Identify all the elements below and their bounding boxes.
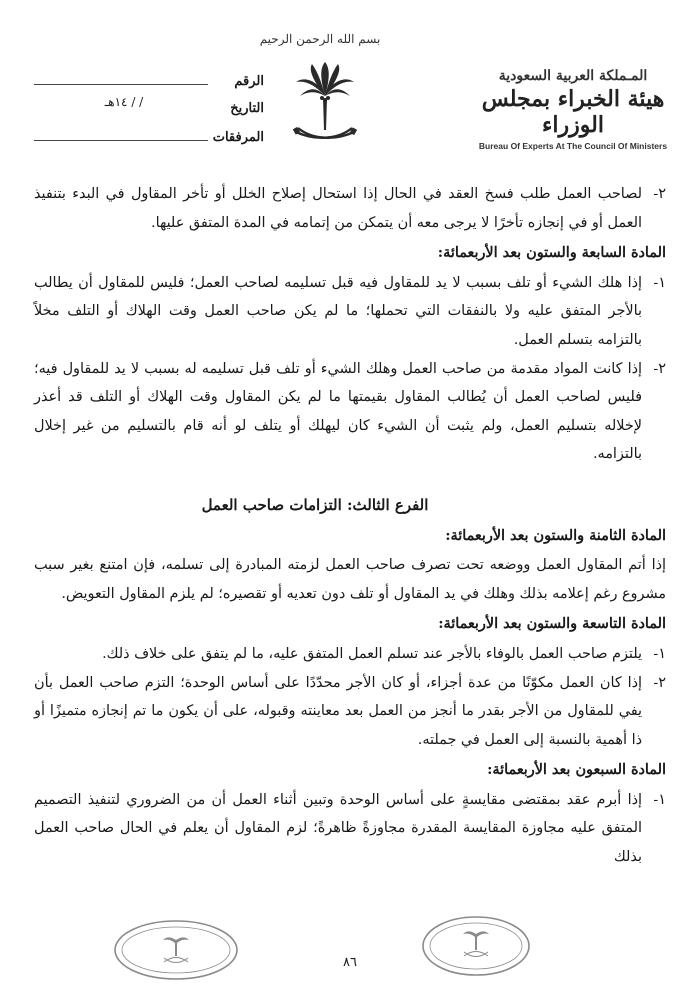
basmala: بسم الله الرحمن الرحيم (259, 32, 381, 46)
official-seal-right (420, 914, 532, 978)
saudi-emblem-icon (290, 58, 360, 148)
item-number: ٢- (653, 186, 666, 202)
article-heading-470: المادة السبعون بعد الأربعمائة: (487, 761, 666, 779)
section-title: الفرع الثالث: التزامات صاحب العمل (201, 495, 429, 514)
article-heading-468: المادة الثامنة والستون بعد الأربعمائة: (445, 526, 666, 544)
item-text: لصاحب العمل طلب فسخ العقد في الحال إذا استحال إصلاح الخلل أو تأخر المقاول في البدء بتنفيذ العمل أو في إنجازه تأخرًا لا يرجى معه أن يتمكن من إتمامه في المدة المتفق عليها. (34, 186, 642, 231)
attachments-label: المرفقات (212, 130, 264, 145)
reference-number-label: الرقم (234, 74, 264, 89)
list-item (34, 180, 666, 237)
reference-fields (34, 70, 264, 154)
list-item (34, 640, 666, 669)
item-number: ١- (653, 645, 666, 662)
page-number: ٨٦ (343, 955, 357, 970)
item-number: ١- (653, 791, 666, 808)
article-heading-467: المادة السابعة والستون بعد الأربعمائة: (437, 244, 666, 262)
attachments-row (34, 126, 264, 154)
item-text: يلتزم صاحب العمل بالوفاء بالأجر عند تسلم العمل المتفق عليه، ما لم يتفق على خلاف ذلك. (102, 645, 642, 662)
org-name-arabic: المـملكة العربية السعودية (498, 68, 648, 84)
date-value: / / ١٤هـ (104, 95, 144, 109)
date-label: التاريخ (230, 101, 264, 116)
letterhead (0, 26, 700, 166)
item-number: ١- (653, 274, 666, 291)
date-row (34, 95, 264, 126)
item-text: إذا هلك الشيء أو تلف بسبب لا يد للمقاول فيه قبل تسليمه لصاحب العمل؛ فليس للمقاول أن يطالب بالأجر المتفق عليه ولا بالنفقات التي تحملها؛ ما لم يكن صاحب العمل وقت الهلاك أو التلف مخلاً بالتزامه بتسلم العمل. (34, 274, 642, 348)
item-text: إذا كان العمل مكوّنًا من عدة أجزاء، أو كان الأجر محدّدًا على أساس الوحدة؛ التزم صاحب العمل بأن يفي للمقاول من الأجر بقدر ما أنجز من العمل بعد معاينته وقبوله، على أن يكون ما تم إنجازه متميزًا أو ذا أهمية بالنسبة إلى العمل في جملته. (34, 674, 642, 748)
org-name-english: Bureau Of Experts At The Council Of Ministers (478, 141, 668, 151)
item-text: إذا أبرم عقد بمقتضى مقايسةٍ على أساس الوحدة وتبين أثناء العمل أن من الضروري لتنفيذ التصميم المتفق عليه مجاوزة المقايسة المقدرة مجاوزةً ظاهرةً؛ لزم المقاول أن يعلم في الحال صاحب العمل بذلك (34, 791, 642, 866)
reference-number-row (34, 70, 264, 98)
list-item (34, 786, 666, 872)
list-item (34, 669, 666, 755)
item-text: إذا كانت المواد مقدمة من صاحب العمل وهلك الشيء أو تلف قبل تسليمه له بسبب لا يد للمقاول فيه؛ فليس لصاحب العمل أن يُطالب المقاول بقيمتها ما لم يكن المقاول وقت الهلاك أو التلف قد أعذر لإخلاله بتسليم العمل، ولم يثبت أن الشيء كان ليهلك أو يتلف لو أنه قام بالتسليم من غير إخلال بالتزامه. (34, 360, 642, 463)
article-paragraph: إذا أتم المقاول العمل ووضعه تحت تصرف صاحب العمل لزمته المبادرة إلى تسلمه، فإن امتنع بغير سبب مشروع رغم إعلامه بذلك وهلك في يد المقاول أو تلف دون تعديه أو تقصيره؛ لم يلزم المقاول التعويض. (34, 557, 666, 602)
list-item (34, 269, 666, 355)
list-item (34, 355, 666, 469)
item-number: ٢- (653, 674, 666, 691)
document-body (34, 180, 666, 872)
article-heading-469: المادة التاسعة والستون بعد الأربعمائة: (438, 615, 666, 633)
org-subname-arabic: هيئة الخبراء بمجلس الوزراء (481, 86, 665, 138)
official-seal-left (112, 918, 240, 982)
organization-header (458, 68, 688, 151)
item-number: ٢- (653, 360, 666, 377)
